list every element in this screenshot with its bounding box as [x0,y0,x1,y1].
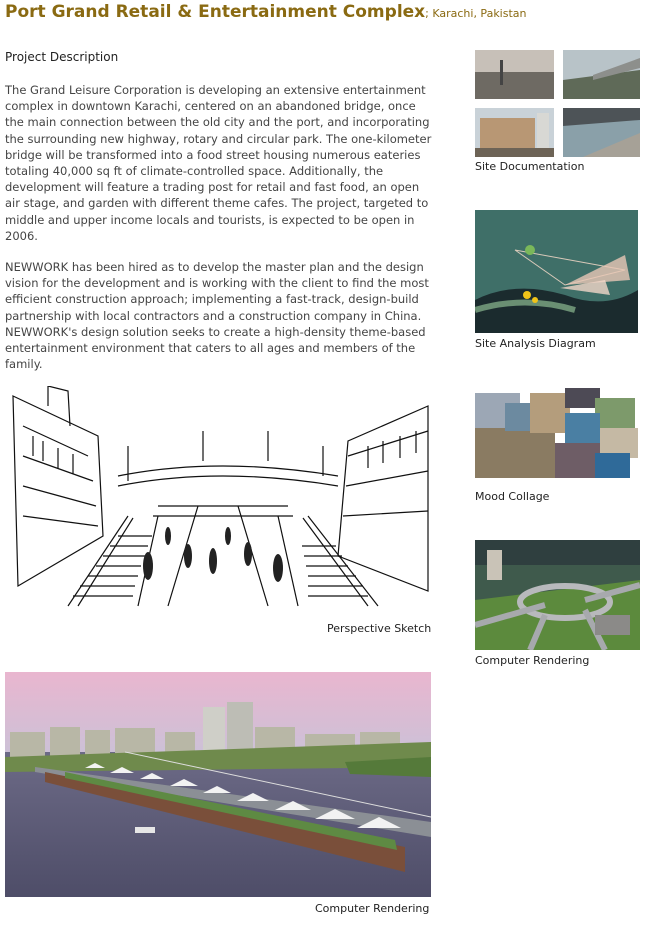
site-photo-1 [475,50,554,99]
project-title: Port Grand Retail & Entertainment Complex [5,2,426,22]
site-photo-2 [563,50,640,99]
mood-collage-image [475,388,640,486]
site-photo-4 [563,108,640,157]
page-title [5,2,527,22]
project-location: ; Karachi, Pakistan [425,7,527,20]
side-rendering-image [475,540,640,650]
computer-rendering-image [5,672,431,897]
site-analysis-diagram-image [475,210,638,333]
sketch-caption: Perspective Sketch [327,622,432,635]
site-documentation-caption: Site Documentation [475,160,585,173]
description-paragraph-2: NEWWORK has been hired as to develop the master plan and the design vision for the development and is working with the client to find the most efficient construction approach; implementing a fast-track, design-build partnership with local contractors and a construction company in China. NEWWORK's design solution seeks to create a high-density theme-based entertainment environment that caters to all ages and members of the family. [5,260,429,372]
mood-collage-caption: Mood Collage [475,490,550,503]
site-photo-3 [475,108,554,157]
section-heading: Project Description [5,50,119,64]
perspective-sketch-image [8,386,433,616]
rendering-caption: Computer Rendering [315,902,430,915]
site-analysis-caption: Site Analysis Diagram [475,337,596,350]
side-rendering-caption: Computer Rendering [475,654,590,667]
description-paragraph-1: The Grand Leisure Corporation is developing an extensive entertainment complex in downtown Karachi, centered on an abandoned bridge, once the main connection between the old city and the port, and incorporating the surrounding new highway, rotary and circular park. The one-kilometer bridge will be transformed into a food street housing numerous eateries totaling 40,000 sq ft of climate-controlled space. Additionally, the development will feature a trading post for retail and fast food, an open air stage, and garden with different theme cafes. The project, targeted to middle and upper income locals and tourists, is expected to be open in 2006. [5,83,432,243]
